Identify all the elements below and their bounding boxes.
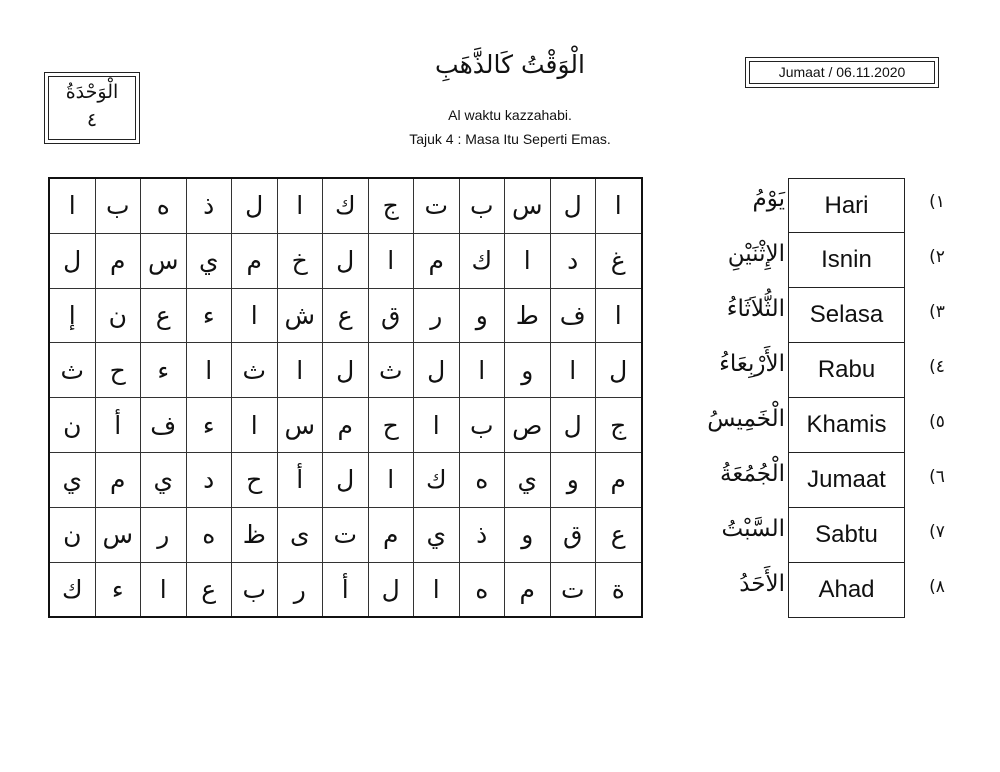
grid-row — [49, 343, 642, 398]
grid-cell[interactable]: ء — [186, 288, 232, 343]
vocab-number: ١) — [929, 192, 945, 212]
grid-cell[interactable]: ف — [141, 398, 187, 453]
grid-cell[interactable]: ل — [323, 343, 369, 398]
page-title-rumi: Al waktu kazzahabi. — [448, 107, 572, 123]
grid-cell[interactable]: ه — [141, 178, 187, 233]
grid-cell[interactable]: ه — [186, 507, 232, 562]
grid-cell[interactable]: ل — [550, 398, 596, 453]
grid-cell[interactable]: ف — [550, 288, 596, 343]
vocab-number: ٨) — [929, 577, 945, 597]
grid-cell[interactable]: ك — [414, 452, 460, 507]
page-title-arabic: الْوَقْتُ كَالذَّهَبِ — [435, 50, 585, 79]
grid-cell[interactable]: و — [505, 507, 551, 562]
vocab-row — [660, 563, 960, 618]
vocab-row — [660, 233, 960, 288]
grid-cell[interactable]: ك — [49, 562, 95, 617]
vocab-row — [660, 178, 960, 233]
grid-cell[interactable]: ك — [323, 178, 369, 233]
vocab-number: ٢) — [929, 247, 945, 267]
grid-cell[interactable]: ء — [95, 562, 141, 617]
date-box — [745, 57, 939, 88]
vocab-arabic: السَّبْتُ — [721, 516, 785, 542]
vocab-row — [660, 508, 960, 563]
grid-cell[interactable]: و — [459, 288, 505, 343]
grid-cell[interactable]: ظ — [232, 507, 278, 562]
grid-cell[interactable]: ن — [95, 288, 141, 343]
grid-cell[interactable]: ل — [232, 178, 278, 233]
grid-cell[interactable]: م — [505, 562, 551, 617]
vocab-malay: Sabtu — [788, 508, 905, 563]
grid-cell[interactable]: ن — [49, 507, 95, 562]
grid-cell[interactable]: ا — [459, 343, 505, 398]
grid-cell[interactable]: ق — [550, 507, 596, 562]
grid-cell[interactable]: ب — [459, 398, 505, 453]
grid-cell[interactable]: ر — [277, 562, 323, 617]
vocab-arabic: الإِثْنَيْنِ — [727, 241, 785, 267]
grid-cell[interactable]: م — [596, 452, 642, 507]
grid-cell[interactable]: ء — [186, 398, 232, 453]
word-search-grid — [48, 177, 643, 618]
grid-cell[interactable]: ث — [49, 343, 95, 398]
grid-cell[interactable]: ث — [232, 343, 278, 398]
grid-row — [49, 288, 642, 343]
vocab-malay: Hari — [788, 178, 905, 233]
grid-row — [49, 178, 642, 233]
grid-cell[interactable]: ش — [277, 288, 323, 343]
grid-cell[interactable]: ح — [95, 343, 141, 398]
vocab-number: ٣) — [929, 302, 945, 322]
unit-box — [44, 72, 140, 144]
grid-cell[interactable]: ا — [414, 398, 460, 453]
grid-cell[interactable]: ج — [596, 398, 642, 453]
grid-cell[interactable]: ه — [459, 562, 505, 617]
grid-cell[interactable]: ا — [596, 178, 642, 233]
grid-cell[interactable]: ع — [186, 562, 232, 617]
grid-cell[interactable]: و — [550, 452, 596, 507]
grid-cell[interactable]: ر — [141, 507, 187, 562]
vocab-row — [660, 343, 960, 398]
grid-cell[interactable]: م — [368, 507, 414, 562]
grid-cell[interactable]: ب — [232, 562, 278, 617]
vocab-malay: Rabu — [788, 343, 905, 398]
grid-cell[interactable]: ا — [186, 343, 232, 398]
grid-row — [49, 562, 642, 617]
unit-label: الْوَحْدَةُ — [65, 81, 119, 103]
vocab-row — [660, 398, 960, 453]
grid-cell[interactable]: د — [550, 233, 596, 288]
grid-cell[interactable]: م — [414, 233, 460, 288]
grid-cell[interactable]: ا — [49, 178, 95, 233]
grid-cell[interactable]: ا — [232, 398, 278, 453]
vocab-row — [660, 288, 960, 343]
vocab-list — [660, 178, 960, 618]
grid-cell[interactable]: ة — [596, 562, 642, 617]
grid-cell[interactable]: ع — [596, 507, 642, 562]
grid-cell[interactable]: د — [186, 452, 232, 507]
vocab-number: ٧) — [929, 522, 945, 542]
grid-cell[interactable]: ا — [277, 343, 323, 398]
grid-cell[interactable]: ل — [323, 452, 369, 507]
vocab-row — [660, 453, 960, 508]
grid-cell[interactable]: س — [505, 178, 551, 233]
vocab-arabic: الْجُمُعَةُ — [720, 461, 785, 487]
page-subtitle: Tajuk 4 : Masa Itu Seperti Emas. — [409, 131, 611, 147]
grid-cell[interactable]: ل — [368, 562, 414, 617]
grid-cell[interactable]: م — [95, 233, 141, 288]
vocab-number: ٤) — [929, 357, 945, 377]
grid-cell[interactable]: أ — [323, 562, 369, 617]
grid-cell[interactable]: ر — [414, 288, 460, 343]
grid-cell[interactable]: ا — [550, 343, 596, 398]
grid-cell[interactable]: ي — [505, 452, 551, 507]
grid-cell[interactable]: ج — [368, 178, 414, 233]
grid-cell[interactable]: ك — [459, 233, 505, 288]
grid-cell[interactable]: ح — [368, 398, 414, 453]
grid-cell[interactable]: و — [505, 343, 551, 398]
unit-number: ٤ — [86, 109, 98, 131]
grid-cell[interactable]: ص — [505, 398, 551, 453]
vocab-arabic: يَوْمُ — [752, 186, 785, 212]
grid-cell[interactable]: إ — [49, 288, 95, 343]
grid-cell[interactable]: غ — [596, 233, 642, 288]
grid-cell[interactable]: ا — [596, 288, 642, 343]
grid-cell[interactable]: ت — [550, 562, 596, 617]
grid-cell[interactable]: ث — [368, 343, 414, 398]
grid-cell[interactable]: ع — [323, 288, 369, 343]
vocab-malay: Jumaat — [788, 453, 905, 508]
vocab-number: ٥) — [929, 412, 945, 432]
grid-cell[interactable]: ء — [141, 343, 187, 398]
grid-cell[interactable]: س — [277, 398, 323, 453]
grid-cell[interactable]: ل — [49, 233, 95, 288]
grid-cell[interactable]: ل — [414, 343, 460, 398]
grid-cell[interactable]: ح — [232, 452, 278, 507]
grid-cell[interactable]: ا — [505, 233, 551, 288]
grid-cell[interactable]: س — [95, 507, 141, 562]
vocab-arabic: الْخَمِيسُ — [707, 406, 785, 432]
grid-cell[interactable]: س — [141, 233, 187, 288]
grid-cell[interactable]: ل — [323, 233, 369, 288]
grid-row — [49, 452, 642, 507]
grid-cell[interactable]: ي — [414, 507, 460, 562]
grid-cell[interactable]: ذ — [186, 178, 232, 233]
grid-cell[interactable]: ب — [459, 178, 505, 233]
grid-cell[interactable]: ق — [368, 288, 414, 343]
grid-cell[interactable]: خ — [277, 233, 323, 288]
grid-row — [49, 507, 642, 562]
grid-cell[interactable]: م — [232, 233, 278, 288]
vocab-arabic: الأَرْبِعَاءُ — [719, 351, 785, 377]
grid-cell[interactable]: ب — [95, 178, 141, 233]
grid-cell[interactable]: ا — [368, 452, 414, 507]
grid-cell[interactable]: ه — [459, 452, 505, 507]
grid-cell[interactable]: ي — [186, 233, 232, 288]
grid-cell[interactable]: ي — [141, 452, 187, 507]
grid-cell[interactable]: ا — [232, 288, 278, 343]
grid-cell[interactable]: ا — [141, 562, 187, 617]
vocab-malay: Isnin — [788, 233, 905, 288]
grid-cell[interactable]: ا — [368, 233, 414, 288]
grid-cell[interactable]: ن — [49, 398, 95, 453]
vocab-number: ٦) — [929, 467, 945, 487]
grid-row — [49, 398, 642, 453]
grid-cell[interactable]: ت — [323, 507, 369, 562]
grid-cell[interactable]: ط — [505, 288, 551, 343]
vocab-arabic: الأَحَدُ — [739, 571, 785, 597]
grid-cell[interactable]: ا — [414, 562, 460, 617]
grid-cell[interactable]: ل — [596, 343, 642, 398]
grid-cell[interactable]: ع — [141, 288, 187, 343]
vocab-malay: Selasa — [788, 288, 905, 343]
grid-cell[interactable]: ى — [277, 507, 323, 562]
vocab-malay: Khamis — [788, 398, 905, 453]
grid-cell[interactable]: ذ — [459, 507, 505, 562]
vocab-malay: Ahad — [788, 563, 905, 618]
grid-cell[interactable]: أ — [95, 398, 141, 453]
grid-cell[interactable]: ي — [49, 452, 95, 507]
grid-row — [49, 233, 642, 288]
grid-cell[interactable]: أ — [277, 452, 323, 507]
grid-cell[interactable]: م — [323, 398, 369, 453]
vocab-arabic: الثُّلاَثَاءُ — [726, 296, 785, 322]
grid-cell[interactable]: م — [95, 452, 141, 507]
grid-cell[interactable]: ل — [550, 178, 596, 233]
grid-cell[interactable]: ا — [277, 178, 323, 233]
date-text: Jumaat / 06.11.2020 — [778, 64, 906, 80]
grid-cell[interactable]: ت — [414, 178, 460, 233]
